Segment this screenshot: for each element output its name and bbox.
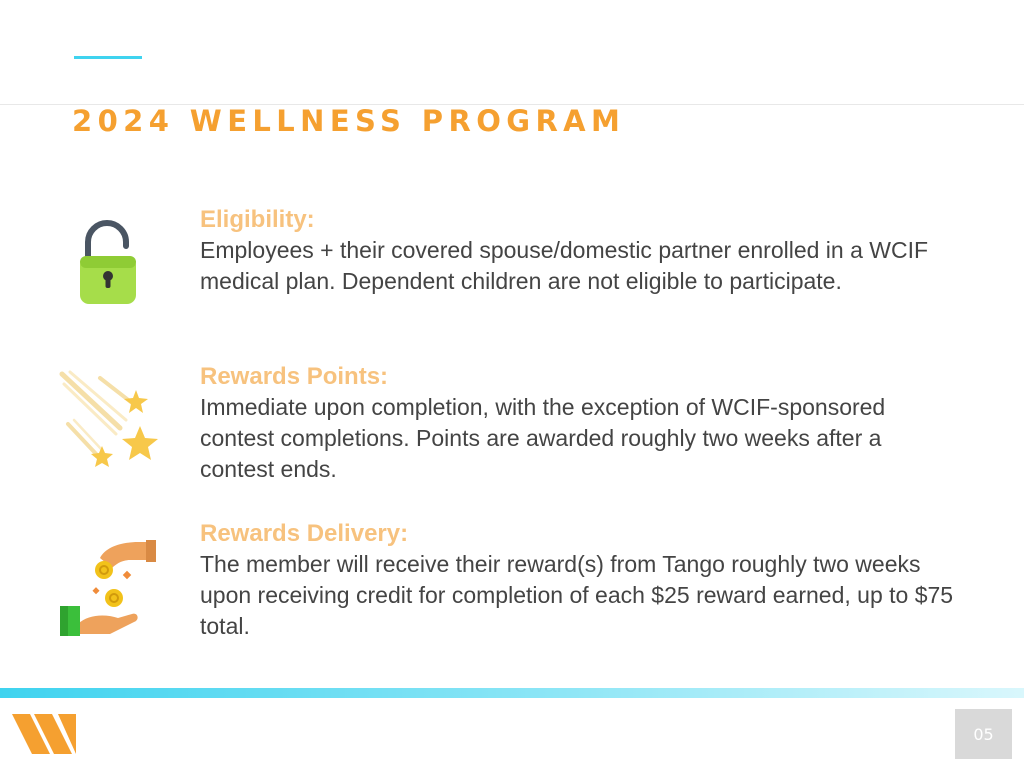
section-body: Immediate upon completion, with the exception of WCIF-sponsored contest completions. Points are awarded roughly two weeks after a contest ends. <box>200 394 886 482</box>
page-number: 05 <box>955 709 1012 759</box>
page-title: 2024 WELLNESS PROGRAM <box>72 104 626 138</box>
eligibility-section <box>200 205 960 297</box>
section-body: The member will receive their reward(s) from Tango roughly two weeks upon receiving credit for completion of each $25 reward earned, up to $75 total. <box>200 551 954 639</box>
padlock-icon <box>78 214 138 311</box>
section-heading: Rewards Delivery: <box>200 520 409 547</box>
section-body: Employees + their covered spouse/domestic partner enrolled in a WCIF medical plan. Dependent children are not eligible to participate. <box>200 237 929 294</box>
footer-gradient-bar <box>0 688 1024 698</box>
company-logo-icon <box>12 714 76 761</box>
section-heading: Rewards Points: <box>200 363 389 390</box>
accent-line <box>74 56 142 59</box>
rewards-points-section <box>200 362 960 485</box>
shooting-stars-icon <box>58 370 162 477</box>
coins-hand-icon <box>58 540 158 645</box>
section-heading: Eligibility: <box>200 206 315 233</box>
rewards-delivery-section <box>200 519 960 642</box>
